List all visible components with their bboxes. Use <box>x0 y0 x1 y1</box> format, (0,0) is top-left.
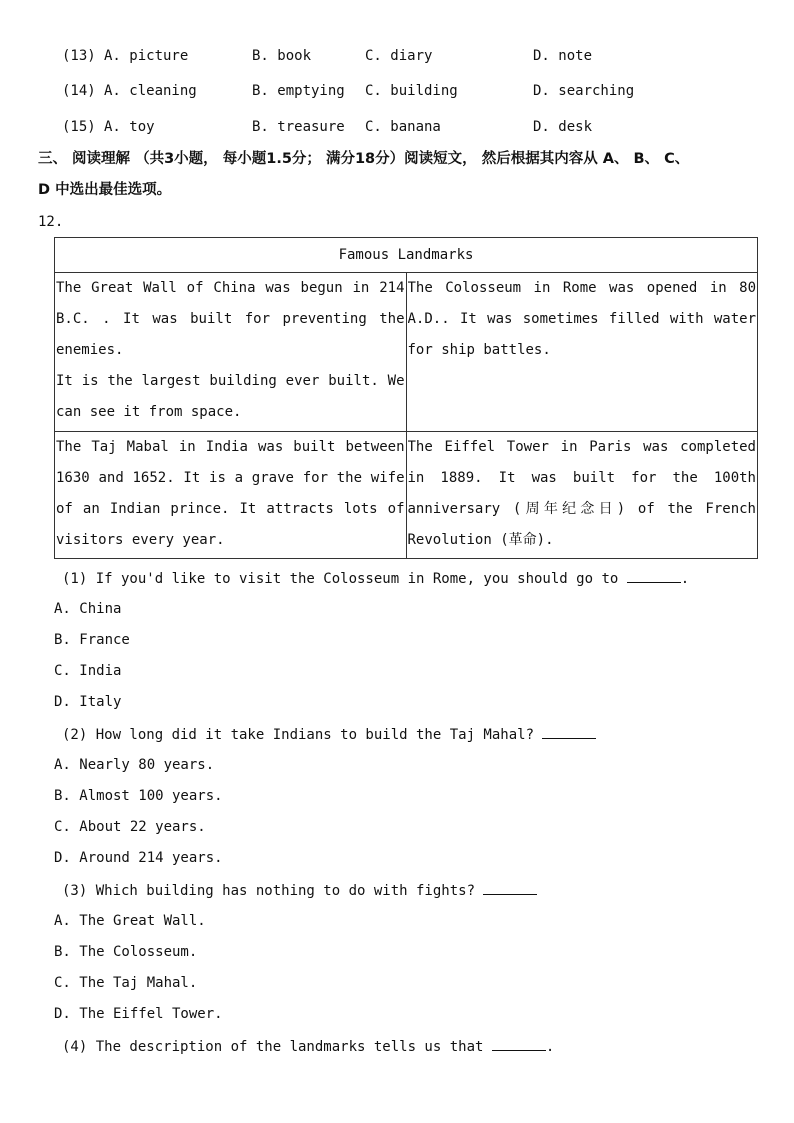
option-b: B. treasure <box>252 119 345 135</box>
landmarks-table <box>54 237 758 559</box>
option-a: A. cleaning <box>104 83 197 99</box>
answer-blank[interactable] <box>492 1036 546 1051</box>
option-d: D. desk <box>533 119 593 135</box>
answer-option: D. Around 214 years. <box>54 850 223 866</box>
option-c: C. banana <box>365 119 441 135</box>
answer-option: C. India <box>54 663 122 679</box>
answer-blank[interactable] <box>627 568 681 583</box>
section-heading-cont: D 中选出最佳选项。 <box>38 182 172 198</box>
option-d: D. searching <box>533 83 635 99</box>
eiffel-text: The Eiffel Tower in Paris was completed in 1889. It was built for the 100th anniversary (周年纪念日) of the French Revolution (革命). <box>407 439 756 548</box>
question-stem-text: (4) The description of the landmarks tells us that <box>62 1039 492 1055</box>
answer-option: A. The Great Wall. <box>54 913 206 929</box>
question-stem: (4) The description of the landmarks tells us that . <box>62 1036 554 1056</box>
option-a: A. toy <box>104 119 155 135</box>
eiffel-cell <box>406 432 758 559</box>
answer-blank[interactable] <box>483 880 537 895</box>
item-number: (13) <box>62 48 96 64</box>
question-stem-text: (3) Which building has nothing to do with fights? <box>62 883 484 899</box>
great-wall-cell <box>55 273 407 432</box>
answer-option: D. Italy <box>54 694 122 710</box>
option-d: D. note <box>533 48 593 64</box>
taj-mahal-cell <box>55 432 407 559</box>
taj-mahal-text: The Taj Mabal in India was built between 1630 and 1652. It is a grave for the wife of an Indian prince. It attracts lots of visitors every year. <box>56 439 405 548</box>
section-heading: 三、 阅读理解 （共3小题， 每小题1.5分； 满分18分）阅读短文， 然后根据其内容从 A、 B、 C、 <box>38 151 690 167</box>
answer-option: B. Almost 100 years. <box>54 788 223 804</box>
question-stem <box>62 880 537 900</box>
answer-option: C. The Taj Mahal. <box>54 975 198 991</box>
answer-blank[interactable] <box>542 724 596 739</box>
answer-option: D. The Eiffel Tower. <box>54 1006 223 1022</box>
option-b: B. emptying <box>252 83 345 99</box>
answer-option: C. About 22 years. <box>54 819 206 835</box>
question-number: 12. <box>38 214 64 230</box>
option-c: C. diary <box>365 48 433 64</box>
option-b: B. book <box>252 48 312 64</box>
item-number: (15) <box>62 119 96 135</box>
answer-option: B. France <box>54 632 130 648</box>
question-stem <box>62 724 596 744</box>
question-stem: (1) If you'd like to visit the Colosseum in Rome, you should go to . <box>62 568 689 588</box>
question-stem-text: (2) How long did it take Indians to build the Taj Mahal? <box>62 727 543 743</box>
great-wall-text-2: It is the largest building ever built. We can see it from space. <box>56 373 405 420</box>
colosseum-text: The Colosseum in Rome was opened in 80 A.D.. It was sometimes filled with water for ship battles. <box>407 280 756 358</box>
option-c: C. building <box>365 83 458 99</box>
answer-option: B. The Colosseum. <box>54 944 198 960</box>
colosseum-cell <box>406 273 758 432</box>
answer-option: A. Nearly 80 years. <box>54 757 215 773</box>
question-stem-text: (1) If you'd like to visit the Colosseum in Rome, you should go to <box>62 571 627 587</box>
answer-option: A. China <box>54 601 122 617</box>
option-a: A. picture <box>104 48 189 64</box>
great-wall-text: The Great Wall of China was begun in 214 B.C. . It was built for preventing the enemies. <box>56 280 405 358</box>
table-header: Famous Landmarks <box>55 238 758 273</box>
item-number: (14) <box>62 83 96 99</box>
